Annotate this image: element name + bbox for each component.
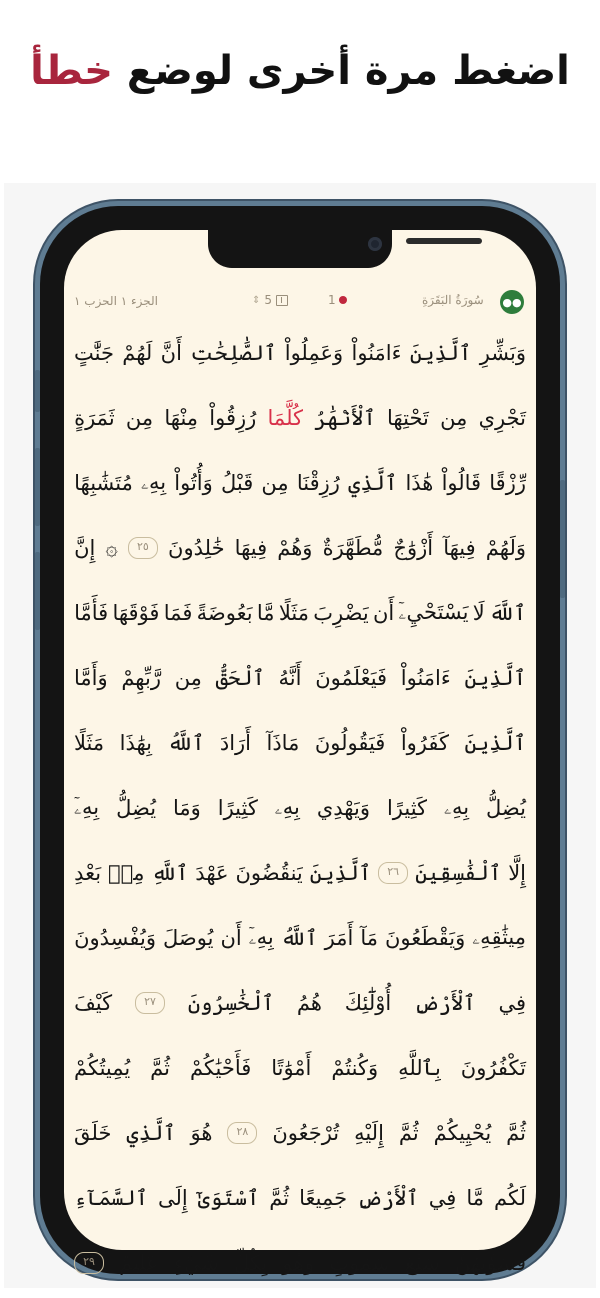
quran-word[interactable]: تُرْجَعُونَ [272, 1120, 340, 1145]
quran-word[interactable]: ثَمَرَةٍ [74, 405, 115, 430]
quran-word[interactable]: ٱللَّهُ [167, 730, 205, 755]
quran-word[interactable]: ٱلْأَرْضِ [357, 1185, 419, 1210]
quran-word[interactable]: هُمُ [296, 990, 322, 1015]
hizb-number: 1 [328, 293, 336, 307]
quran-word[interactable]: خَلَقَ [74, 1120, 112, 1145]
phone-screen [64, 230, 536, 1275]
quran-line[interactable] [64, 710, 536, 775]
quran-word[interactable]: كَيْفَ [74, 990, 113, 1015]
quran-word[interactable]: ٱلْحَقُّ [215, 665, 265, 690]
quran-word[interactable]: لَهُمْ [122, 340, 153, 365]
quran-word[interactable]: إِنَّ [74, 535, 96, 560]
quran-line[interactable] [64, 1230, 536, 1295]
quran-word[interactable]: ٱلسَّمَآءِ [74, 1185, 148, 1210]
quran-word[interactable]: بِهِۦ [443, 795, 470, 819]
juz-hizb-label[interactable]: الجزء ١ الحزب ١ [74, 294, 159, 308]
quran-word[interactable]: كَثِيرًا [217, 795, 258, 820]
quran-word[interactable]: بِهِۦ [274, 795, 300, 819]
quran-word[interactable]: فِيهَا [234, 535, 268, 560]
quran-word[interactable]: أُوْلَٰٓئِكَ [344, 990, 392, 1015]
quran-word[interactable]: مِن [174, 665, 202, 690]
ayah-number-marker[interactable]: ٢٦ [378, 862, 408, 884]
quran-word[interactable]: أَزْوَٰجٌ [393, 535, 434, 560]
quran-word[interactable]: وَبَشِّرِ [479, 340, 526, 365]
quran-word[interactable]: ٱلْأَنْهَٰرُ [314, 405, 376, 430]
quran-line[interactable] [64, 775, 536, 840]
quran-word[interactable]: بِهِۦٓ [74, 795, 100, 819]
quran-word[interactable]: بِهِۦ [141, 470, 167, 494]
quran-word[interactable]: ثُمَّ [150, 1055, 170, 1080]
quran-word[interactable]: وَمَا [173, 795, 201, 820]
quran-word[interactable]: خَٰلِدُونَ [168, 535, 225, 560]
quran-line[interactable] [64, 580, 536, 645]
quran-word[interactable]: مَّا [256, 600, 275, 625]
quran-word[interactable]: رِّزْقًا [489, 470, 526, 495]
quran-word[interactable]: أَرَادَ [219, 730, 252, 755]
quran-word[interactable]: هُوَ [190, 1120, 213, 1145]
headline-accent: خطأ [30, 48, 113, 94]
quran-line[interactable] [64, 840, 536, 905]
quran-word[interactable]: فَأَمَّا [74, 600, 109, 625]
quran-word[interactable]: يُضِلُّ [116, 795, 157, 820]
quran-word[interactable]: وَيُفْسِدُونَ [74, 925, 157, 950]
quran-word[interactable]: وَهُوَ [282, 1250, 315, 1275]
quran-word[interactable]: ٱلْخَٰسِرُونَ [187, 990, 274, 1015]
quran-word[interactable]: فِيهَآ [443, 535, 476, 560]
reader-status-bar [64, 290, 536, 314]
quran-word[interactable]: رُزِقُواْ [209, 405, 257, 430]
camera-icon [368, 237, 382, 251]
quran-word[interactable]: وَيَهْدِي [316, 795, 370, 820]
quran-word[interactable]: مِن [125, 405, 154, 430]
quran-word[interactable]: قَبْلُ [220, 470, 254, 495]
page-number: 5 [264, 293, 273, 307]
headline [0, 48, 600, 94]
quran-word[interactable]: وَأَمَّا [74, 665, 108, 690]
ayah-number-marker[interactable]: ٢٩ [74, 1252, 104, 1274]
quran-word[interactable]: جَنَّٰتٍ [74, 340, 114, 365]
quran-word[interactable]: أَمْوَٰتًا [271, 1055, 312, 1080]
quran-word[interactable]: فَسَوَّىٰهُنَّ [454, 1250, 526, 1275]
quran-word[interactable]: وَلَهُمْ [485, 535, 526, 560]
quran-word[interactable]: قَالُواْ [441, 470, 482, 495]
quran-word[interactable]: تَكْفُرُونَ [460, 1055, 526, 1080]
quran-word[interactable]: يُوصَلَ [163, 925, 214, 950]
quran-word[interactable]: رَّبِّهِمْ [121, 665, 161, 690]
quran-word[interactable]: ٱلَّذِينَ [309, 860, 372, 885]
quran-word[interactable]: ءَامَنُواْ [351, 340, 402, 365]
volume-up-button [35, 448, 40, 526]
power-button [560, 480, 565, 598]
quran-word[interactable]: لَكُم [494, 1185, 526, 1210]
quran-word[interactable]: مَثَلًا [278, 600, 309, 625]
quran-word[interactable]: فَوْقَهَا [112, 600, 160, 625]
quran-line[interactable] [64, 320, 536, 385]
quran-word[interactable]: مُتَشَٰبِهًا [74, 470, 133, 495]
quran-word[interactable]: أَنَّهُ [278, 665, 302, 690]
quran-word[interactable]: ٱسْتَوَىٰٓ [197, 1185, 260, 1210]
quran-word[interactable]: وَكُنتُمْ [331, 1055, 379, 1080]
quran-word[interactable]: مِيثَٰقِهِۦ [472, 925, 526, 949]
quran-word[interactable]: يَضْرِبَ [313, 600, 369, 625]
ayah-number-marker[interactable]: ٢٨ [227, 1122, 257, 1144]
quran-line[interactable] [64, 645, 536, 710]
quran-word[interactable]: ٱلَّذِي [126, 1120, 176, 1145]
quran-word[interactable]: ثُمَّ [269, 1185, 290, 1210]
surah-name[interactable]: سُورَةُ البَقَرَةِ [422, 293, 484, 307]
quran-word[interactable]: ٱلَّذِينَ [464, 665, 526, 690]
silent-switch [35, 370, 40, 412]
quran-word[interactable]: وَعَمِلُواْ [284, 340, 344, 365]
quran-word[interactable]: لَا [472, 600, 485, 625]
quran-word[interactable]: ٱلْفَٰسِقِينَ [415, 860, 502, 885]
quran-word[interactable]: ۞ [105, 535, 118, 560]
quran-line[interactable] [64, 1100, 536, 1165]
quran-word[interactable]: مُّطَهَّرَةٌ [322, 535, 384, 560]
quran-word[interactable]: وَيَقْطَعُونَ [384, 925, 466, 950]
quran-word[interactable]: سَمَٰوَٰتٍ [329, 1250, 390, 1275]
quran-word[interactable]: فَيَقُولُونَ [314, 730, 386, 755]
quran-word[interactable]: يَسْتَحْيِۦٓ [398, 600, 469, 624]
volume-down-button [35, 552, 40, 630]
speaker-grille [406, 238, 482, 244]
quran-word[interactable]: ٱلْأَرْضِ [414, 990, 476, 1015]
chevron-updown-icon: ⇕ [252, 294, 261, 306]
quran-word[interactable]: مِنْهَا [164, 405, 199, 430]
quran-word[interactable]: ٱللَّهَ [489, 600, 526, 625]
quran-word[interactable]: هَٰذَا [405, 470, 434, 495]
page-indicator[interactable] [252, 293, 288, 307]
quran-word[interactable]: فَمَا [163, 600, 193, 625]
quran-word[interactable]: بِكُلِّ [233, 1250, 268, 1275]
quran-word[interactable]: كَثِيرًا [386, 795, 428, 820]
quran-word[interactable]: كَفَرُواْ [400, 730, 449, 755]
quran-word[interactable]: أَمَرَ [324, 925, 354, 950]
quran-word[interactable]: عَهْدَ [195, 860, 229, 885]
quran-word[interactable]: مِنۢ [108, 860, 145, 885]
highlighted-word[interactable]: كُلَّمَا [267, 405, 304, 430]
quran-word[interactable]: إِلَى [157, 1185, 188, 1210]
quran-word[interactable]: يُحْيِيكُمْ [433, 1120, 492, 1145]
quran-word[interactable]: ٱلصَّٰلِحَٰتِ [190, 340, 277, 365]
quran-word[interactable]: مِن [440, 405, 468, 430]
quran-word[interactable]: أَن [372, 600, 395, 625]
quran-word[interactable]: ٱلَّذِي [348, 470, 398, 495]
quran-word[interactable]: مَثَلًا [74, 730, 105, 755]
quran-word[interactable]: بِهَٰذَا [119, 730, 152, 755]
quran-word[interactable]: بِهِۦٓ [248, 925, 274, 949]
quran-word[interactable]: مَآ [360, 925, 378, 950]
quran-word[interactable]: فِي [428, 1185, 457, 1210]
quran-word[interactable]: عَلِيمٌ [119, 1250, 159, 1275]
quran-word[interactable]: بَعُوضَةً [196, 600, 253, 625]
quran-line[interactable] [64, 515, 536, 580]
quran-word[interactable]: ثُمَّ [506, 1120, 526, 1145]
people-menu-icon[interactable]: ●● [500, 290, 524, 314]
quran-word[interactable]: إِلَيْهِ [354, 1120, 384, 1145]
quran-page-text[interactable] [64, 320, 536, 1295]
quran-word[interactable]: أَنَّ [160, 340, 182, 365]
headline-main: اضغط مرة أخرى لوضع [126, 48, 570, 94]
quran-word[interactable]: مَاذَآ [266, 730, 300, 755]
quran-line[interactable] [64, 1165, 536, 1230]
book-page-icon [276, 295, 288, 306]
quran-word[interactable]: مِن [261, 470, 289, 495]
quran-word[interactable]: بِٱللَّهِ [398, 1055, 441, 1080]
quran-word[interactable]: جَمِيعًا [299, 1185, 348, 1210]
quran-line[interactable] [64, 905, 536, 970]
quran-word[interactable]: ثُمَّ [398, 1120, 419, 1145]
quran-line[interactable] [64, 1035, 536, 1100]
quran-word[interactable]: فَأَحْيَٰكُمْ [189, 1055, 252, 1080]
ayah-number-marker[interactable]: ٢٥ [128, 537, 158, 559]
quran-word[interactable]: ٱلَّذِينَ [464, 730, 526, 755]
quran-word[interactable]: رُزِقْنَا [296, 470, 340, 495]
quran-word[interactable]: يُمِيتُكُمْ [74, 1055, 131, 1080]
quran-word[interactable]: ٱللَّهِ [151, 860, 189, 885]
ayah-number-marker[interactable]: ٢٧ [135, 992, 165, 1014]
quran-line[interactable] [64, 385, 536, 450]
quran-word[interactable]: ٱللَّهُ [280, 925, 318, 950]
quran-word[interactable]: وَأُتُواْ [174, 470, 213, 495]
quran-word[interactable]: إِلَّا [508, 860, 526, 885]
quran-word[interactable]: شَيْءٍ [173, 1250, 219, 1275]
quran-word[interactable]: أَن [220, 925, 242, 950]
quran-word[interactable]: مَّا [466, 1185, 484, 1210]
quran-word[interactable]: ءَامَنُواْ [400, 665, 451, 690]
quran-word[interactable]: وَهُمْ [277, 535, 313, 560]
quran-word[interactable]: بَعْدِ [74, 860, 102, 885]
quran-line[interactable] [64, 450, 536, 515]
hizb-indicator[interactable] [328, 293, 347, 307]
quran-word[interactable]: يَنقُضُونَ [235, 860, 303, 885]
notch [208, 230, 392, 268]
quran-word[interactable]: يُضِلُّ [486, 795, 526, 820]
quran-line[interactable] [64, 970, 536, 1035]
red-dot-icon [339, 296, 347, 304]
quran-word[interactable]: فِي [498, 990, 526, 1015]
quran-word[interactable]: ٱلَّذِينَ [409, 340, 472, 365]
quran-word[interactable]: تَجْرِي [478, 405, 526, 430]
quran-word[interactable]: تَحْتِهَا [387, 405, 429, 430]
quran-word[interactable]: فَيَعْلَمُونَ [315, 665, 388, 690]
quran-word[interactable]: سَبْعَ [404, 1250, 440, 1275]
